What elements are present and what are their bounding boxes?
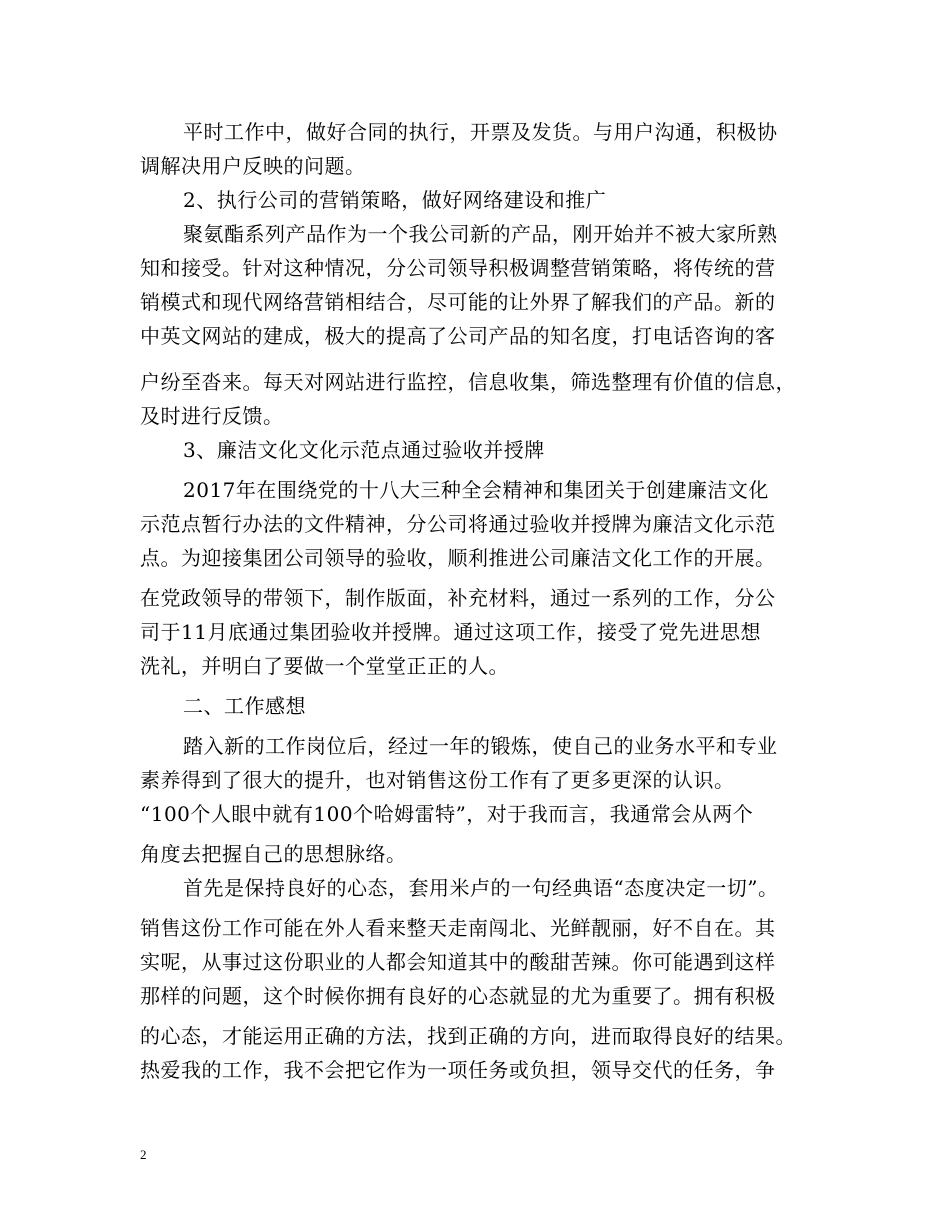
section-heading: 二、工作感想: [183, 694, 306, 718]
text-line: 角度去把握自己的思想脉络。: [140, 842, 407, 866]
section-heading: 3、廉洁文化文化示范点通过验收并授牌: [183, 438, 545, 462]
section-heading: 2、执行公司的营销策略，做好网络建设和推广: [183, 188, 607, 212]
text-line: 热爱我的工作，我不会把它作为一项任务或负担，领导交代的任务，争: [140, 1058, 776, 1082]
text-line: 销模式和现代网络营销相结合，尽可能的让外界了解我们的产品。新的: [140, 290, 776, 314]
text-line: “100个人眼中就有100个哈姆雷特”，对于我而言，我通常会从两个: [140, 802, 754, 826]
text-line: 调解决用户反映的问题。: [140, 154, 366, 178]
text-line: 及时进行反馈。: [140, 404, 284, 428]
text-line: 户纷至沓来。每天对网站进行监控，信息收集，筛选整理有价值的信息，: [140, 370, 796, 394]
text-line: 点。为迎接集团公司领导的验收，顺利推进公司廉洁文化工作的开展。: [140, 546, 776, 570]
page-number: 2: [140, 1147, 147, 1162]
text-line: 销售这份工作可能在外人看来整天走南闯北、光鲜靓丽，好不自在。其: [140, 916, 776, 940]
text-line: 中英文网站的建成，极大的提高了公司产品的知名度，打电话咨询的客: [140, 324, 776, 348]
text-line: 素养得到了很大的提升，也对销售这份工作有了更多更深的认识。: [140, 768, 735, 792]
text-line: 踏入新的工作岗位后，经过一年的锻炼，使自己的业务水平和专业: [183, 734, 778, 758]
text-line: 实呢，从事过这份职业的人都会知道其中的酸甜苦辣。你可能遇到这样: [140, 950, 776, 974]
text-line: 洗礼，并明白了要做一个堂堂正正的人。: [140, 654, 509, 678]
text-line: 在党政领导的带领下，制作版面，补充材料，通过一系列的工作，分公: [140, 586, 776, 610]
text-line: 2017年在围绕党的十八大三种全会精神和集团关于创建廉洁文化: [183, 478, 769, 502]
text-line: 那样的问题，这个时候你拥有良好的心态就显的尤为重要了。拥有积极: [140, 984, 776, 1008]
text-line: 示范点暂行办法的文件精神，分公司将通过验收并授牌为廉洁文化示范: [140, 512, 776, 536]
text-line: 知和接受。针对这种情况，分公司领导积极调整营销策略，将传统的营: [140, 256, 776, 280]
text-line: 的心态，才能运用正确的方法，找到正确的方向，进而取得良好的结果。: [140, 1024, 796, 1048]
text-line: 聚氨酯系列产品作为一个我公司新的产品，刚开始并不被大家所熟: [183, 222, 778, 246]
text-line: 司于11月底通过集团验收并授牌。通过这项工作，接受了党先进思想: [140, 620, 761, 644]
text-line: 首先是保持良好的心态，套用米卢的一句经典语“态度决定一切”。: [183, 876, 779, 900]
text-line: 平时工作中，做好合同的执行，开票及发货。与用户沟通，积极协: [183, 120, 778, 144]
